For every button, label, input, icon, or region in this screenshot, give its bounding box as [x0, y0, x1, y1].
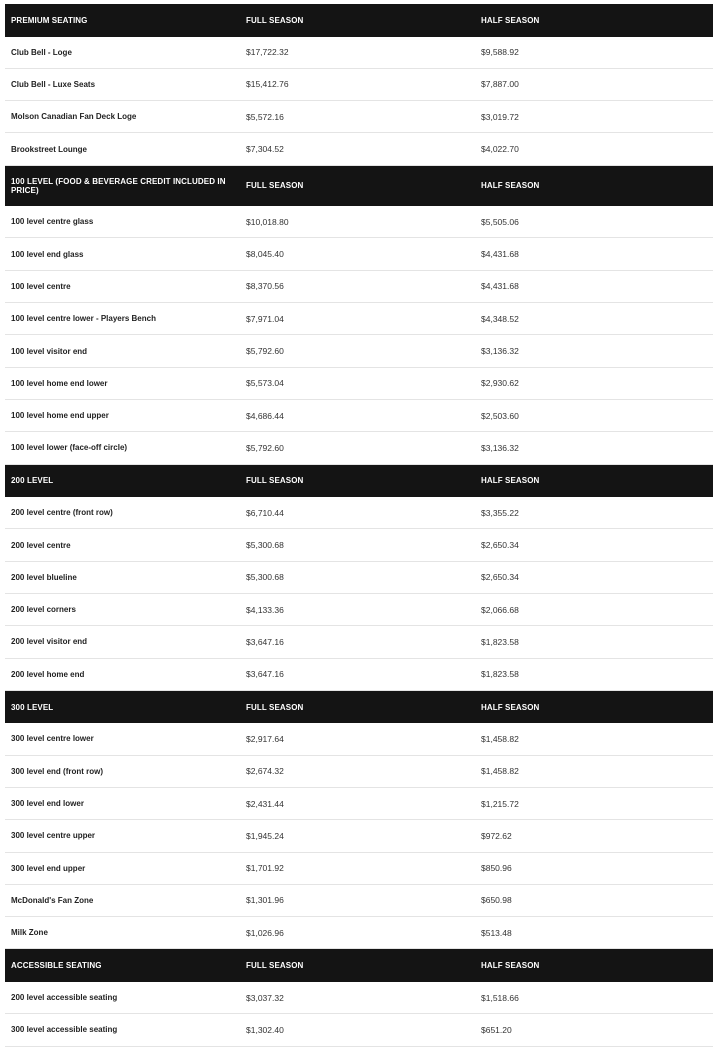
half-season-price: $651.20 — [481, 1024, 512, 1035]
full-season-price: $1,026.96 — [246, 927, 284, 938]
half-season-price: $1,215.72 — [481, 798, 519, 809]
half-season-price: $2,930.62 — [481, 378, 519, 389]
half-season-price: $1,458.82 — [481, 766, 519, 777]
table-row — [5, 432, 713, 464]
full-season-price: $5,300.68 — [246, 540, 284, 550]
half-season-price: $9,588.92 — [481, 47, 519, 58]
full-season-price: $8,045.40 — [246, 249, 284, 260]
half-season-price: $2,503.60 — [481, 410, 519, 421]
full-season-price: $7,971.04 — [246, 313, 284, 324]
seat-name: 100 level centre — [11, 281, 71, 291]
table-row — [5, 982, 713, 1014]
full-season-header: FULL SEASON — [246, 15, 304, 25]
full-season-price: $3,647.16 — [246, 636, 284, 647]
seat-name: Molson Canadian Fan Deck Loge — [11, 112, 137, 122]
seat-name: 100 level centre glass — [11, 217, 94, 227]
full-season-price: $10,018.80 — [246, 216, 289, 227]
section-title: PREMIUM SEATING — [11, 15, 88, 25]
seat-name: 100 level home end upper — [11, 411, 109, 421]
half-season-header: HALF SEASON — [481, 702, 540, 712]
table-row — [5, 659, 713, 691]
full-season-price: $2,674.32 — [246, 766, 284, 777]
half-season-price: $3,136.32 — [481, 442, 519, 453]
full-season-price: $5,572.16 — [246, 111, 284, 122]
half-season-price: $3,355.22 — [481, 507, 519, 518]
full-season-price: $5,792.60 — [246, 442, 284, 453]
table-row — [5, 820, 713, 852]
full-season-price: $6,710.44 — [246, 507, 284, 518]
half-season-price: $2,066.68 — [481, 604, 519, 615]
full-season-price: $5,792.60 — [246, 346, 284, 357]
half-season-price: $2,650.34 — [481, 572, 519, 583]
seat-name: 300 level centre lower — [11, 734, 94, 744]
seat-name: 200 level visitor end — [11, 637, 88, 647]
pricing-table — [5, 4, 713, 1047]
seat-name: 100 level lower (face-off circle) — [11, 443, 128, 453]
half-season-header: HALF SEASON — [481, 476, 540, 486]
half-season-header: HALF SEASON — [481, 181, 540, 191]
seat-name: 300 level end (front row) — [11, 766, 104, 776]
table-row — [5, 723, 713, 755]
full-season-price: $3,647.16 — [246, 669, 284, 680]
half-season-price: $5,505.06 — [481, 216, 519, 227]
seat-name: 100 level home end lower — [11, 378, 108, 388]
table-row — [5, 853, 713, 885]
full-season-price: $1,301.96 — [246, 895, 284, 906]
section-title: 300 LEVEL — [11, 702, 54, 712]
table-row — [5, 69, 713, 101]
table-row — [5, 594, 713, 626]
section-header-premium-seating — [5, 4, 713, 37]
seat-name: 200 level corners — [11, 605, 76, 615]
half-season-price: $4,022.70 — [481, 144, 519, 155]
seat-name: 100 level centre lower - Players Bench — [11, 314, 156, 324]
full-season-header: FULL SEASON — [246, 702, 304, 712]
section-header-300-level — [5, 691, 713, 724]
table-row — [5, 400, 713, 432]
full-season-header: FULL SEASON — [246, 476, 304, 486]
full-season-price: $5,573.04 — [246, 378, 284, 389]
section-header-200-level — [5, 465, 713, 498]
table-row — [5, 271, 713, 303]
section-title: 200 LEVEL — [11, 476, 54, 486]
seat-name: 100 level visitor end — [11, 346, 88, 356]
table-row — [5, 37, 713, 69]
half-season-price: $650.98 — [481, 895, 512, 906]
table-row — [5, 335, 713, 367]
full-season-price: $7,304.52 — [246, 144, 284, 155]
section-header-100-level — [5, 166, 713, 207]
seat-name: Club Bell - Luxe Seats — [11, 79, 96, 89]
table-row — [5, 562, 713, 594]
full-season-price: $17,722.32 — [246, 47, 289, 58]
half-season-price: $4,348.52 — [481, 313, 519, 324]
table-row — [5, 529, 713, 561]
seat-name: 200 level home end — [11, 669, 85, 679]
full-season-header: FULL SEASON — [246, 961, 304, 971]
section-header-accessible-seating — [5, 949, 713, 982]
table-row — [5, 206, 713, 238]
half-season-price: $7,887.00 — [481, 79, 519, 90]
half-season-price: $2,650.34 — [481, 540, 519, 550]
seat-name: 300 level centre upper — [11, 831, 96, 841]
seat-name: Brookstreet Lounge — [11, 144, 88, 154]
seat-name: 200 level blueline — [11, 572, 77, 582]
section-title: ACCESSIBLE SEATING — [11, 961, 102, 971]
full-season-price: $2,917.64 — [246, 733, 284, 744]
section-title: 100 LEVEL (FOOD & BEVERAGE CREDIT INCLUDED IN PRICE) — [11, 176, 226, 195]
half-season-price: $1,458.82 — [481, 733, 519, 744]
half-season-price: $1,518.66 — [481, 992, 519, 1003]
half-season-price: $3,136.32 — [481, 346, 519, 357]
table-row — [5, 917, 713, 949]
seat-name: 200 level centre (front row) — [11, 508, 113, 518]
half-season-price: $4,431.68 — [481, 249, 519, 260]
full-season-price: $3,037.32 — [246, 992, 284, 1003]
half-season-price: $3,019.72 — [481, 111, 519, 122]
table-row — [5, 756, 713, 788]
table-row — [5, 101, 713, 133]
full-season-price: $1,302.40 — [246, 1024, 284, 1035]
table-row — [5, 497, 713, 529]
seat-name: 300 level end lower — [11, 799, 84, 809]
full-season-price: $2,431.44 — [246, 798, 284, 809]
full-season-price: $15,412.76 — [246, 79, 289, 90]
seat-name: Milk Zone — [11, 928, 48, 938]
seat-name: 200 level accessible seating — [11, 993, 118, 1003]
table-row — [5, 1014, 713, 1046]
full-season-price: $1,701.92 — [246, 863, 284, 874]
full-season-price: $5,300.68 — [246, 572, 284, 583]
half-season-price: $1,823.58 — [481, 669, 519, 680]
table-row — [5, 788, 713, 820]
full-season-price: $4,133.36 — [246, 604, 284, 615]
half-season-header: HALF SEASON — [481, 961, 540, 971]
seat-name: Club Bell - Loge — [11, 47, 72, 57]
full-season-price: $8,370.56 — [246, 281, 284, 292]
half-season-price: $4,431.68 — [481, 281, 519, 292]
table-row — [5, 303, 713, 335]
half-season-header: HALF SEASON — [481, 15, 540, 25]
full-season-header: FULL SEASON — [246, 181, 304, 191]
half-season-price: $850.96 — [481, 863, 512, 874]
seat-name: McDonald's Fan Zone — [11, 895, 94, 905]
seat-name: 300 level accessible seating — [11, 1025, 118, 1035]
table-row — [5, 133, 713, 165]
seat-name: 100 level end glass — [11, 249, 84, 259]
half-season-price: $1,823.58 — [481, 636, 519, 647]
half-season-price: $972.62 — [481, 830, 512, 841]
full-season-price: $1,945.24 — [246, 830, 284, 841]
table-row — [5, 368, 713, 400]
table-row — [5, 238, 713, 270]
table-row — [5, 626, 713, 658]
seat-name: 200 level centre — [11, 540, 71, 550]
seat-name: 300 level end upper — [11, 863, 86, 873]
half-season-price: $513.48 — [481, 927, 512, 938]
full-season-price: $4,686.44 — [246, 410, 284, 421]
table-row — [5, 885, 713, 917]
